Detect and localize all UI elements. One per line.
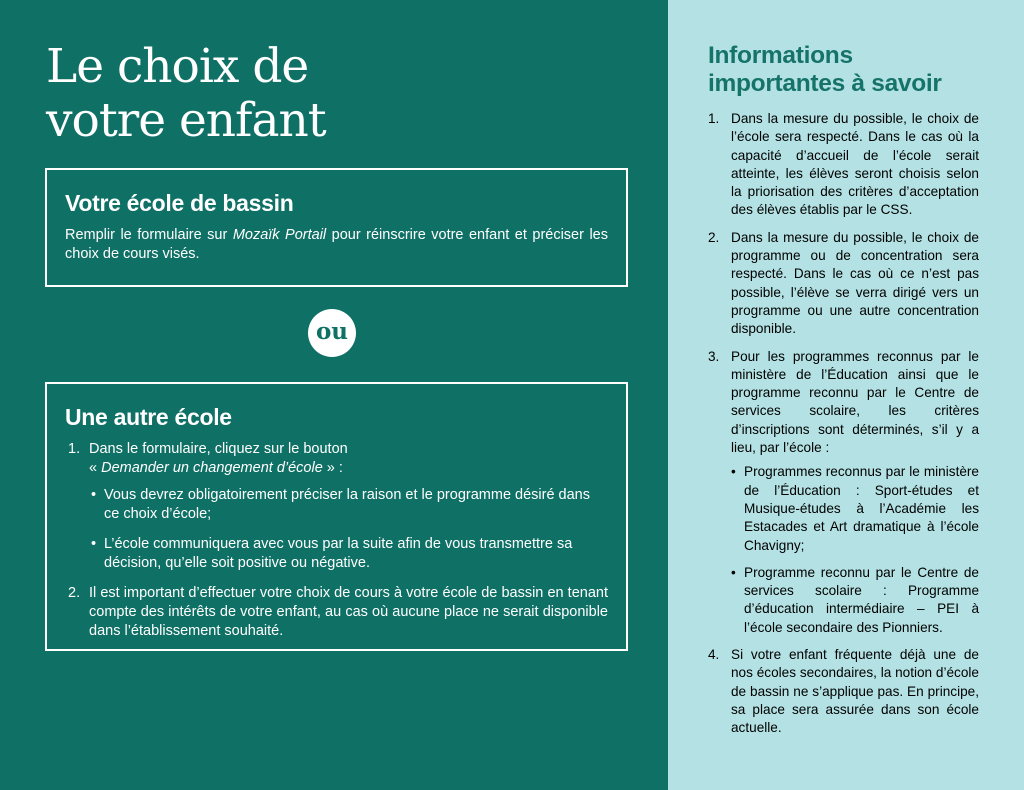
bullet-item: • L’école communiquera avec vous par la suite afin de vous transmettre sa décision, qu’elle soit positive ou négative. xyxy=(91,536,573,571)
step-number: 2. xyxy=(68,585,81,601)
info-title: Informations importantes à savoir xyxy=(708,42,942,97)
info-bullet: • Programme reconnu par le Centre de services scolaire : Programme d’éducation intermédiaire – PEI à l’école secondaire des Pionniers. xyxy=(731,564,979,635)
info-number: 4. xyxy=(708,647,720,663)
info-item: 2. Dans la mesure du possible, le choix de programme ou de concentration sera respecté. Dans le cas où ce n’est pas possible, l’élève se verra dirigé vers un programme ou une autre concentration disponible. xyxy=(708,229,979,337)
other-school-steps xyxy=(65,440,608,641)
home-school-title: Votre école de bassin xyxy=(65,190,294,216)
page-title xyxy=(46,40,326,148)
step-bullets xyxy=(89,486,608,573)
bullet-icon: • xyxy=(731,464,736,480)
info-number: 2. xyxy=(708,229,720,245)
quoted-button-name: « Demander un changement d’école » : xyxy=(89,460,343,476)
info-item: 4. Si votre enfant fréquente déjà une de nos écoles secondaires, la notion d’école de bassin ne s’applique pas. En principe, sa place sera assurée dans son école actuelle. xyxy=(708,647,979,736)
mozaik-portail-link: Mozaïk Portail xyxy=(232,227,327,243)
home-school-box xyxy=(45,168,628,287)
info-item: 3. Pour les programmes reconnus par le ministère de l’Éducation ainsi que le programme reconnu par le Centre de services scolaire, les critères d’inscriptions sont déterminés, s’il y a lieu, par l’école : • Programmes reconnus par le ministère de l’Éducation : Sport-études et Musique-études à l’Académie les Estacades et Art dramatique à l’école Chavigny; • Programme reconnu par le Centre de services scolaire : Programme d’éducation intermédiaire – PEI à l’école secondaire des Pionniers. xyxy=(708,348,979,637)
step-number: 1. xyxy=(68,441,81,457)
step-item: 1. Dans le formulaire, cliquez sur le bouton « Demander un changement d’école » : • Vous devrez obligatoirement préciser la raison et le programme désiré dans ce choix d’école; • L’école communiquera avec vous par la suite afin de vous transmettre sa décision, qu’elle soit positive ou négative. xyxy=(65,440,608,573)
bullet-icon: • xyxy=(91,487,97,503)
other-school-box xyxy=(45,382,628,651)
home-school-text: Remplir le formulaire sur Mozaïk Portail pour réinscrire votre enfant et préciser les choix de cours visés. xyxy=(65,227,608,262)
info-bullet: • Programmes reconnus par le ministère de l’Éducation : Sport-études et Musique-études à l’Académie les Estacades et Art dramatique à l’école Chavigny; xyxy=(731,464,979,553)
info-number: 1. xyxy=(708,111,720,126)
page-title-line-1: Le choix de xyxy=(46,39,309,94)
info-sub-list xyxy=(731,463,979,637)
step-item: 2. Il est important d’effectuer votre choix de cours à votre école de bassin en tenant compte des intérêts de votre enfant, au cas où aucune place ne serait disponible dans l’établissement souhaité. xyxy=(68,585,608,639)
page-title-line-2: votre enfant xyxy=(46,93,326,148)
bullet-icon: • xyxy=(91,536,97,552)
info-list xyxy=(708,110,979,747)
bullet-icon: • xyxy=(731,564,736,580)
bullet-item: • Vous devrez obligatoirement préciser la raison et le programme désiré dans ce choix d’école; xyxy=(91,487,590,522)
or-separator-badge: ou xyxy=(308,309,356,357)
other-school-title: Une autre école xyxy=(65,404,232,430)
info-item: 1. Dans la mesure du possible, le choix de l’école sera respecté. Dans le cas où la capacité d’accueil de l’école serait atteinte, les élèves seront choisis selon la priorisation des critères d’acceptation des élèves établis par le CSS. xyxy=(708,111,979,218)
info-number: 3. xyxy=(708,348,720,364)
